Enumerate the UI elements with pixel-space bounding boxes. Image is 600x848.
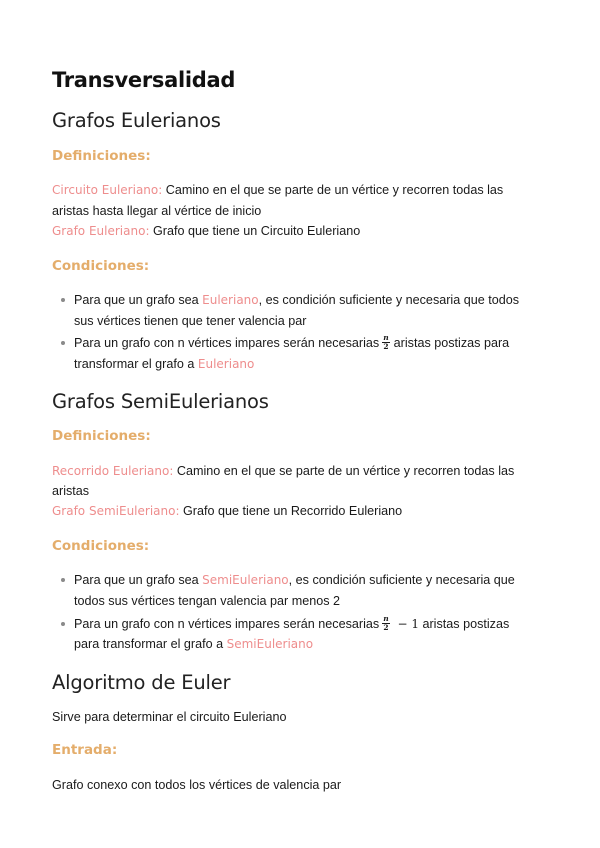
section-heading-semieulerianos: Grafos SemiEulerianos [52,390,269,413]
bullet-icon [61,622,65,626]
condition-item-continued: sus vértices tienen que tener valencia par [74,314,307,328]
math-minus-one: − 1 [393,617,419,631]
condition-item-continued: todos sus vértices tengan valencia par menos 2 [74,594,341,608]
condition-item: Para que un grafo sea Euleriano, es condición suficiente y necesaria que todos [74,293,520,307]
algorithm-intro: Sirve para determinar el circuito Euleriano [52,710,287,724]
bullet-icon [61,341,65,345]
definition-recorrido-euleriano [52,461,514,482]
term-euleriano: Euleriano [202,293,259,307]
input-heading: Entrada: [52,742,118,758]
bullet-icon [61,578,65,582]
definition-text-continued: aristas [52,484,90,498]
condition-item: Para un grafo con n vértices impares serán necesarias $\frac{n}{2}$ − 1 aristas postizas [74,614,510,633]
definition-circuito-euleriano [52,180,503,201]
term-euleriano: Euleriano [197,357,255,371]
section-heading-algoritmo-euler: Algoritmo de Euler [52,671,231,694]
definition-text: Grafo que tiene un Recorrido Euleriano [179,504,403,518]
section-heading-eulerianos: Grafos Eulerianos [52,109,221,132]
definitions-heading: Definiciones: [52,428,151,444]
definitions-heading: Definiciones: [52,148,151,164]
definition-grafo-semieuleriano [52,501,402,522]
term-grafo-euleriano: Grafo Euleriano: [52,224,150,238]
definition-text: Grafo que tiene un Circuito Euleriano [149,224,361,238]
conditions-heading: Condiciones: [52,258,150,274]
bullet-icon [61,298,65,302]
term-semieuleriano: SemiEuleriano [226,637,314,651]
input-text: Grafo conexo con todos los vértices de valencia par [52,778,342,792]
definition-text: Camino en el que se parte de un vértice y recorren todas las [162,183,504,197]
page-title: Transversalidad [52,68,236,92]
fraction-n-over-2: $\frac{n}{2}$ [383,333,389,352]
definition-grafo-euleriano [52,221,360,242]
fraction-n-over-2: $\frac{n}{2}$ [383,614,389,633]
term-semieuleriano: SemiEuleriano [202,573,289,587]
condition-item-continued: para transformar el grafo a SemiEuleriano [74,637,314,651]
term-circuito-euleriano: Circuito Euleriano: [52,183,163,197]
condition-item: Para un grafo con n vértices impares serán necesarias $\frac{n}{2}$ aristas postizas para [74,333,510,352]
conditions-heading: Condiciones: [52,538,150,554]
term-grafo-semieuleriano: Grafo SemiEuleriano: [52,504,180,518]
definition-text: Camino en el que se parte de un vértice y recorren todas las [173,464,515,478]
term-recorrido-euleriano: Recorrido Euleriano: [52,464,174,478]
definition-text-continued: aristas hasta llegar al vértice de inicio [52,204,262,218]
condition-item-continued: transformar el grafo a Euleriano [74,357,255,371]
condition-item: Para que un grafo sea SemiEuleriano, es condición suficiente y necesaria que [74,573,515,587]
